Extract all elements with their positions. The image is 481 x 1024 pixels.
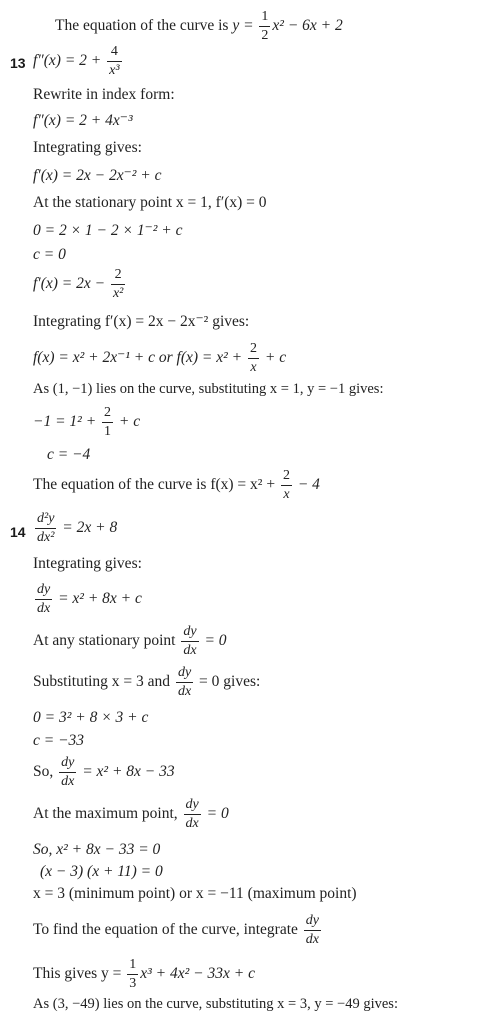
question-13-number: 13 (10, 55, 26, 71)
q14-maximum (33, 798, 229, 831)
q14-substituting (33, 666, 260, 699)
q14-dy-dx-6: $\frac{dy}{dx}$ (305, 913, 319, 947)
q14-stationary (33, 625, 227, 658)
q14-dy-dx-2: $\frac{dy}{dx}$ (183, 624, 197, 658)
q13-first-integral: f′(x) = 2x − 2x⁻² + c (33, 167, 162, 184)
q14-first-integral (33, 583, 142, 616)
q13-fx-fraction: $\frac{2}{x}$ (250, 341, 257, 375)
q14-quadratic: So, x² + 8x − 33 = 0 (33, 841, 161, 858)
half-fraction: $\frac{1}{2}$ (261, 9, 269, 43)
q14-maximum-text: At the maximum point, (33, 805, 178, 823)
q14-second-derivative: $\frac{\text{d²y}}{\text{dx²}}$ (37, 511, 55, 545)
q14-so-derivative (33, 756, 175, 789)
q13-final-lhs: The equation of the curve is f(x) = x² + (33, 476, 276, 494)
q13-integrating-again: Integrating f′(x) = 2x − 2x⁻² gives: (33, 313, 250, 330)
q14-so-rhs: = x² + 8x − 33 (82, 763, 175, 781)
q13-substitution-2 (33, 406, 140, 439)
q14-find-equation (33, 914, 323, 947)
q13-sub2-fraction: $\frac{2}{1}$ (104, 405, 112, 439)
q13-fx-part1: f(x) = x² + 2x⁻¹ + c or f(x) = x² + (33, 349, 243, 367)
q14-so-text: So, (33, 763, 54, 781)
q14-gives-rest: x³ + 4x² − 33x + c (140, 965, 255, 983)
curve-equation-rest: x² − 6x + 2 (272, 17, 343, 35)
q14-dy-dx-4: $\frac{dy}{dx}$ (61, 755, 75, 789)
q14-given-rhs: = 2x + 8 (62, 519, 118, 537)
q13-sub2-lhs: −1 = 1² + (33, 413, 97, 431)
q13-stationary-label: At the stationary point x = 1, f′(x) = 0 (33, 194, 267, 211)
q14-integrating-label: Integrating gives: (33, 555, 142, 572)
q14-roots: x = 3 (minimum point) or x = −11 (maximum point) (33, 885, 357, 902)
q13-sub2-rhs: + c (118, 413, 141, 431)
q13-given (33, 45, 124, 78)
q13-index-form: f″(x) = 2 + 4x⁻³ (33, 112, 133, 129)
q13-given-lhs: f″(x) = 2 + (33, 52, 102, 70)
q14-maximum-rhs: = 0 (206, 805, 229, 823)
q14-factorised: (x − 3) (x + 11) = 0 (40, 863, 163, 880)
question-14-number: 14 (10, 524, 26, 540)
q13-fprime (33, 268, 127, 301)
q13-fprime-fraction: $\frac{2}{\text{x²}}$ (112, 267, 124, 301)
q13-c-value-2: c = −4 (47, 446, 91, 463)
q13-given-fraction: $\frac{4}{\text{x³}}$ (109, 44, 120, 78)
q14-substituting-rhs: = 0 gives: (199, 673, 261, 691)
q13-fx-part2: + c (264, 349, 287, 367)
q13-fx (33, 342, 286, 375)
q14-lies-on-curve: As (3, −49) lies on the curve, substituting x = 3, y = −49 gives: (33, 996, 398, 1012)
q14-find-equation-text: To find the equation of the curve, integrate (33, 921, 298, 939)
q13-substitution: 0 = 2 × 1 − 2 × 1⁻² + c (33, 222, 183, 239)
q14-dy-dx-5: $\frac{dy}{dx}$ (185, 797, 199, 831)
q14-dy-dx-1: $\frac{dy}{dx}$ (37, 582, 51, 616)
q14-gives-text: This gives y = (33, 965, 122, 983)
q13-final-equation (33, 469, 320, 502)
q13-fprime-lhs: f′(x) = 2x − (33, 275, 106, 293)
q13-integrating-label: Integrating gives: (33, 139, 142, 156)
q13-final-fraction: $\frac{2}{x}$ (282, 468, 290, 502)
q13-rewrite-label: Rewrite in index form: (33, 86, 175, 103)
q13-c-value: c = 0 (33, 246, 66, 263)
q14-stationary-text: At any stationary point (33, 632, 176, 650)
q14-gives-y (33, 958, 255, 991)
curve-equation-line (55, 10, 343, 43)
q14-substituting-text: Substituting x = 3 and (33, 673, 171, 691)
q14-third-fraction: $\frac{1}{3}$ (129, 957, 137, 991)
q13-final-rhs: − 4 (297, 476, 320, 494)
q14-first-integral-rhs: = x² + 8x + c (58, 590, 142, 608)
q14-stationary-rhs: = 0 (204, 632, 227, 650)
q14-c-value: c = −33 (33, 732, 85, 749)
curve-equation-text: The equation of the curve is (55, 17, 229, 35)
q13-lies-on-curve: As (1, −1) lies on the curve, substituting x = 1, y = −1 gives: (33, 381, 384, 397)
q14-dy-dx-3: $\frac{dy}{dx}$ (177, 665, 192, 699)
q14-given (33, 512, 117, 545)
curve-equation-lhs: y = (232, 17, 254, 35)
q14-substitution: 0 = 3² + 8 × 3 + c (33, 709, 149, 726)
